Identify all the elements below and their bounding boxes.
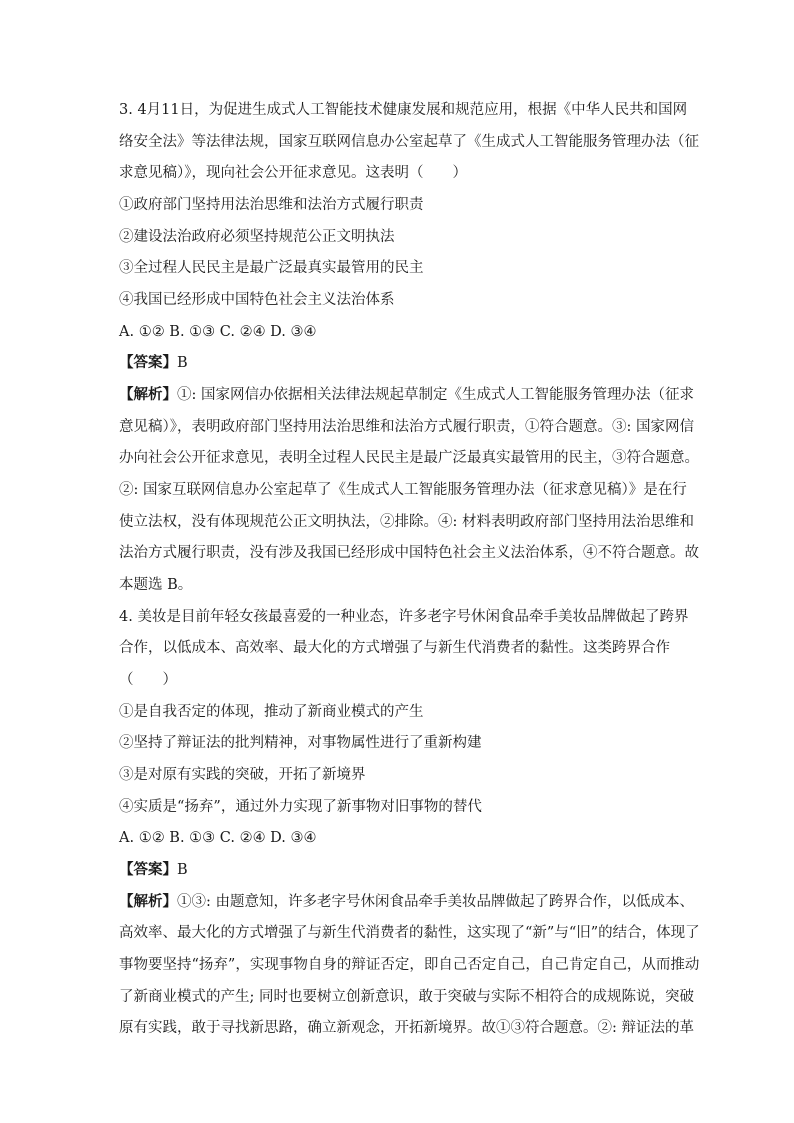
q3-answer-value: B bbox=[177, 355, 188, 371]
q3-stem-line-1: 3. 4月11日，为促进生成式人工智能技术健康发展和规范应用，根据《中华人民共和国网 bbox=[119, 102, 688, 118]
q4-option-1: ①是自我否定的体现，推动了新商业模式的产生 bbox=[119, 704, 424, 720]
q4-answer-tag: 【答案】 bbox=[119, 861, 177, 878]
q4-analysis-line-2: 高效率、最大化的方式增强了与新生代消费者的黏性，这实现了“新”与“旧”的结合，体现了 bbox=[119, 925, 700, 941]
q3-option-2: ②建设法治政府必须坚持规范公正文明执法 bbox=[119, 229, 395, 245]
q4-option-4: ④实质是“扬弃”，通过外力实现了新事物对旧事物的替代 bbox=[119, 799, 482, 815]
q4-stem-line-2: 合作，以低成本、高效率、最大化的方式增强了与新生代消费者的黏性。这类跨界合作 bbox=[119, 640, 670, 656]
q4-option-2: ②坚持了辩证法的批判精神，对事物属性进行了重新构建 bbox=[119, 735, 482, 751]
q4-analysis-line-5: 原有实践，敢于寻找新思路，确立新观念，开拓新境界。故①③符合题意。②: 辩证法的革 bbox=[119, 1020, 694, 1036]
q4-analysis-line-4: 了新商业模式的产生; 同时也要树立创新意识，敢于突破与实际不相符合的成规陈说，突破 bbox=[119, 989, 694, 1005]
q4-analysis-line-1 bbox=[119, 892, 694, 912]
q3-option-4: ④我国已经形成中国特色社会主义法治体系 bbox=[119, 292, 395, 308]
q3-stem-line-3: 求意见稿）》，现向社会公开征求意见。这表明（ ） bbox=[119, 165, 467, 181]
q3-analysis-line-6: 法治方式履行职责，没有涉及我国已经形成中国特色社会主义法治体系，④不符合题意。故 bbox=[119, 545, 699, 561]
q3-choices: A. ①② B. ①③ C. ②④ D. ③④ bbox=[119, 324, 317, 340]
q3-analysis-line-4: ②: 国家互联网信息办公室起草了《生成式人工智能服务管理办法（征求意见稿）》是在行 bbox=[119, 482, 687, 498]
q4-stem-line-3: （ ） bbox=[119, 672, 177, 688]
q3-analysis-line-7: 本题选 B。 bbox=[119, 577, 193, 593]
q3-option-1: ①政府部门坚持用法治思维和法治方式履行职责 bbox=[119, 197, 424, 213]
q4-choices: A. ①② B. ①③ C. ②④ D. ③④ bbox=[119, 830, 317, 846]
q4-analysis-line-3: 事物要坚持“扬弃”，实现事物自身的辩证否定，即自己否定自己，自己肯定自己，从而推动 bbox=[119, 957, 700, 973]
q4-answer bbox=[119, 860, 188, 880]
q4-analysis-text-1: ①③: 由题意知，许多老字号休闲食品牵手美妆品牌做起了跨界合作，以低成本、 bbox=[177, 894, 694, 910]
q4-answer-value: B bbox=[177, 862, 188, 878]
q3-analysis-line-5: 使立法权，没有体现规范公正文明执法，②排除。④: 材料表明政府部门坚持用法治思维和 bbox=[119, 514, 694, 530]
q3-analysis-tag: 【解析】 bbox=[119, 386, 177, 403]
q4-option-3: ③是对原有实践的突破，开拓了新境界 bbox=[119, 767, 366, 783]
q3-analysis-line-2: 意见稿）》，表明政府部门坚持用法治思维和法治方式履行职责，①符合题意。③: 国家网信 bbox=[119, 419, 694, 435]
q3-answer-tag: 【答案】 bbox=[119, 354, 177, 371]
q3-analysis-line-1 bbox=[119, 385, 694, 405]
q4-stem-line-1: 4. 美妆是目前年轻女孩最喜爱的一种业态，许多老字号休闲食品牵手美妆品牌做起了跨界 bbox=[119, 609, 689, 625]
q4-analysis-tag: 【解析】 bbox=[119, 893, 177, 910]
q3-stem-line-2: 络安全法》等法律法规，国家互联网信息办公室起草了《生成式人工智能服务管理办法（征 bbox=[119, 134, 699, 150]
q3-option-3: ③全过程人民民主是最广泛最真实最管用的民主 bbox=[119, 260, 424, 276]
q3-analysis-text-1: ①: 国家网信办依据相关法律法规起草制定《生成式人工智能服务管理办法（征求 bbox=[177, 387, 694, 403]
q3-answer bbox=[119, 353, 188, 373]
q3-analysis-line-3: 办向社会公开征求意见，表明全过程人民民主是最广泛最真实最管用的民主，③符合题意。 bbox=[119, 450, 699, 466]
